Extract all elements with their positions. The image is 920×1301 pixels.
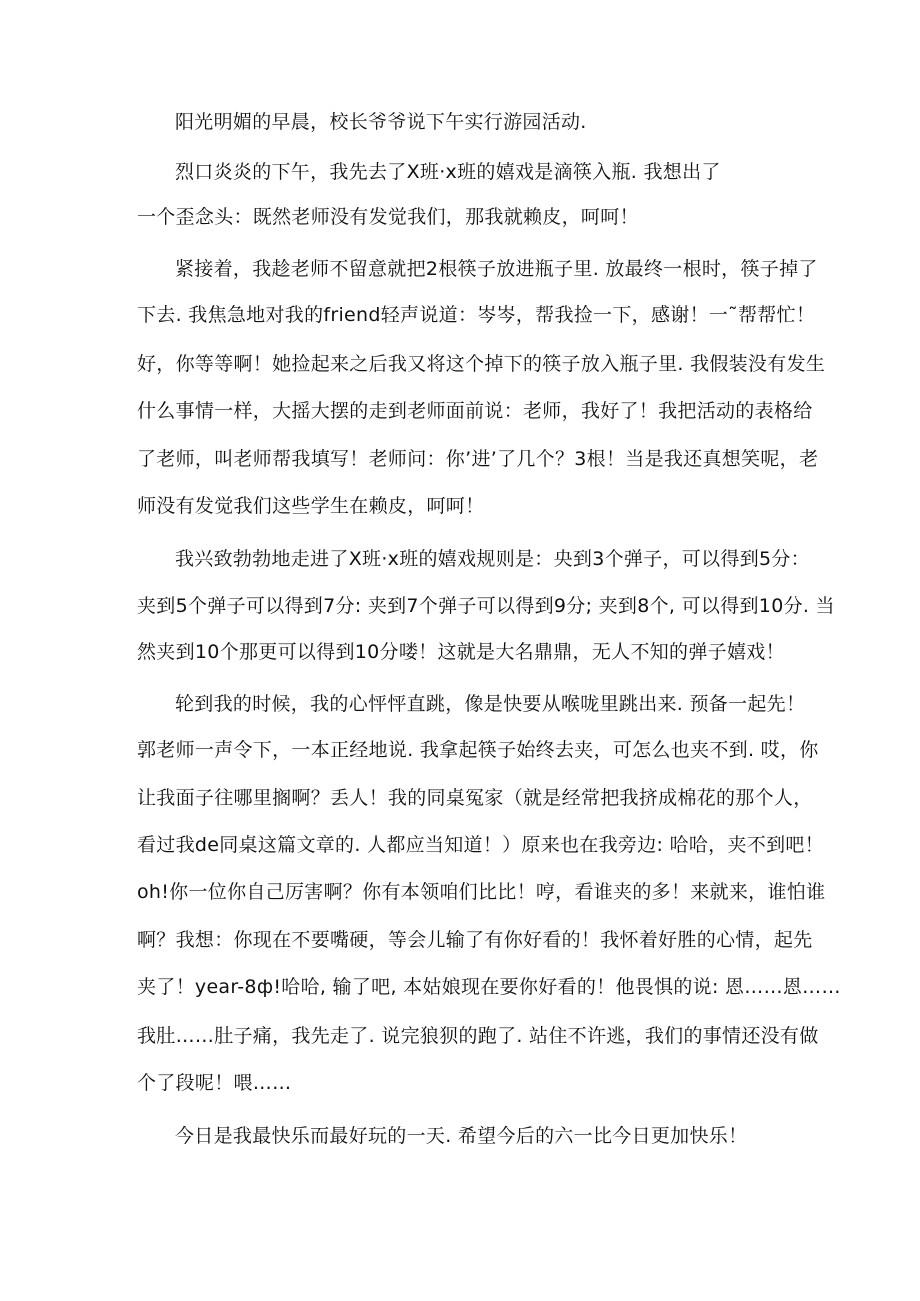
text-line: 紧接着，我趁老师不留意就把2根筷子放进瓶子里. 放最终一根时，筷子掉了 [175, 258, 818, 280]
text-line: 郭老师一声令下，一本正经地说. 我拿起筷子始终去夹，可怎么也夹不到. 哎，你 [137, 739, 819, 761]
text-line: 让我面子往哪里搁啊？丢人！我的同桌冤家（就是经常把我挤成棉花的那个人， [137, 787, 813, 809]
text-line: 一个歪念头：既然老师没有发觉我们，那我就赖皮，呵呵！ [137, 206, 639, 228]
text-line: 夹到5个弹子可以得到7分: 夹到7个弹子可以得到9分; 夹到8个, 可以得到10分. 当 [137, 595, 835, 617]
text-line: 师没有发觉我们这些学生在赖皮，呵呵！ [137, 495, 485, 517]
text-line: 然夹到10个那更可以得到10分喽！这就是大名鼎鼎，无人不知的弹子嬉戏！ [137, 641, 785, 663]
text-line: 什么事情一样，大摇大摆的走到老师面前说：老师，我好了！我把活动的表格给 [137, 400, 813, 422]
text-line: 看过我de同桌这篇文章的. 人都应当知道！）原来也在我旁边: 哈哈，夹不到吧！ [137, 834, 824, 856]
text-line: 阳光明媚的早晨，校长爷爷说下午实行游园活动. [175, 111, 587, 133]
text-line: 啊？我想：你现在不要嘴硬，等会儿输了有你好看的！我怀着好胜的心情，起先 [137, 929, 813, 951]
text-line: 烈口炎炎的下午，我先去了X班·x班的嬉戏是滴筷入瓶. 我想出了 [175, 161, 721, 183]
text-line: 个了段呢！喂…… [137, 1072, 292, 1094]
text-line: 我肚……肚子痛，我先走了. 说完狼狈的跑了. 站住不许逃，我们的事情还没有做 [137, 1025, 819, 1047]
text-line: oh!你一位你自己厉害啊？你有本领咱们比比！哼，看谁夹的多！来就来，谁怕谁 [137, 881, 826, 903]
text-line: 我兴致勃勃地走进了X班·x班的嬉戏规则是：央到3个弹子，可以得到5分： [175, 548, 810, 570]
text-line: 今日是我最快乐而最好玩的一天. 希望今后的六一比今日更加快乐！ [175, 1125, 748, 1147]
text-line: 轮到我的时候，我的心怦怦直跳，像是快要从喉咙里跳出来. 预备一起先！ [175, 693, 806, 715]
text-line: 了老师，叫老师帮我填写！老师问：你’进’了几个？3根！当是我还真想笑呢，老 [137, 448, 819, 470]
text-line: 好，你等等啊！她捡起来之后我又将这个掉下的筷子放入瓶子里. 我假装没有发生 [137, 353, 826, 375]
text-line: 夹了！year-8ф!哈哈, 输了吧, 本姑娘现在要你好看的！他畏惧的说: 恩……恩…… [137, 976, 841, 998]
text-line: 下去. 我焦急地对我的friend轻声说道：岑岑，帮我捡一下，感谢！一˜帮帮忙！ [137, 304, 816, 326]
